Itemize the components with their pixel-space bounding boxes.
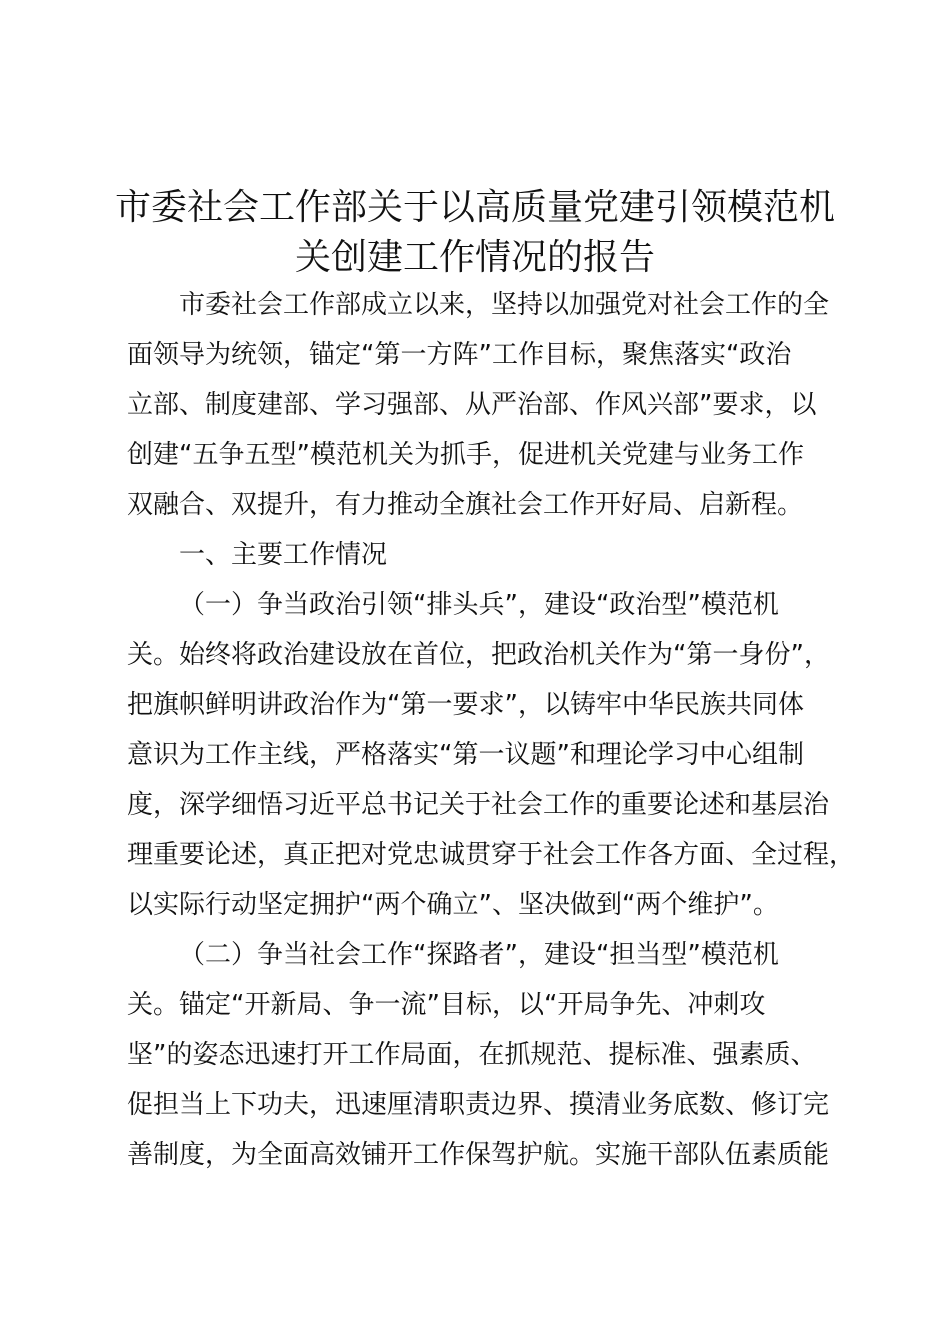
paragraph-line: 把旗帜鲜明讲政治作为“第一要求”，以铸牢中华民族共同体 bbox=[127, 690, 804, 720]
title-line: 市委社会工作部关于以高质量党建引领模范机 bbox=[114, 187, 835, 228]
paragraph-line: 坚”的姿态迅速打开工作局面，在抓规范、提标准、强素质、 bbox=[127, 1040, 817, 1070]
paragraph-line: 促担当上下功夫，迅速厘清职责边界、摸清业务底数、修订完 bbox=[127, 1090, 830, 1120]
paragraph-line: 理重要论述，真正把对党忠诚贯穿于社会工作各方面、全过程， bbox=[127, 840, 856, 870]
paragraph-line: 意识为工作主线，严格落实“第一议题”和理论学习中心组制 bbox=[127, 740, 804, 770]
title-line: 关创建工作情况的报告 bbox=[294, 237, 655, 278]
intro-paragraph bbox=[127, 280, 837, 530]
paragraph-line: 以实际行动坚定拥护“两个确立”、坚决做到“两个维护”。 bbox=[127, 890, 779, 920]
document-title bbox=[110, 183, 840, 283]
paragraph-line: 双融合、双提升，有力推动全旗社会工作开好局、启新程。 bbox=[127, 490, 804, 520]
heading-line: 一、主要工作情况 bbox=[179, 540, 388, 570]
paragraph-line: 关。锚定“开新局、争一流”目标，以“开局争先、冲刺攻 bbox=[127, 990, 766, 1020]
paragraph-line: 度，深学细悟习近平总书记关于社会工作的重要论述和基层治 bbox=[127, 790, 830, 820]
paragraph-line: 关。始终将政治建设放在首位，把政治机关作为“第一身份”， bbox=[127, 640, 830, 670]
paragraph-line: 市委社会工作部成立以来，坚持以加强党对社会工作的全 bbox=[179, 290, 830, 320]
section-paragraph-2 bbox=[127, 930, 837, 1180]
paragraph-line: （二）争当社会工作“探路者”，建设“担当型”模范机 bbox=[179, 940, 779, 970]
paragraph-line: 善制度，为全面高效铺开工作保驾护航。实施干部队伍素质能 bbox=[127, 1140, 830, 1170]
section-heading bbox=[127, 530, 837, 580]
section-paragraph-1 bbox=[127, 580, 856, 930]
document-body bbox=[127, 280, 856, 1180]
paragraph-line: 立部、制度建部、学习强部、从严治部、作风兴部”要求，以 bbox=[127, 390, 817, 420]
paragraph-line: 创建“五争五型”模范机关为抓手，促进机关党建与业务工作 bbox=[127, 440, 804, 470]
paragraph-line: 面领导为统领，锚定“第一方阵”工作目标，聚焦落实“政治 bbox=[127, 340, 792, 370]
paragraph-line: （一）争当政治引领“排头兵”，建设“政治型”模范机 bbox=[179, 590, 779, 620]
